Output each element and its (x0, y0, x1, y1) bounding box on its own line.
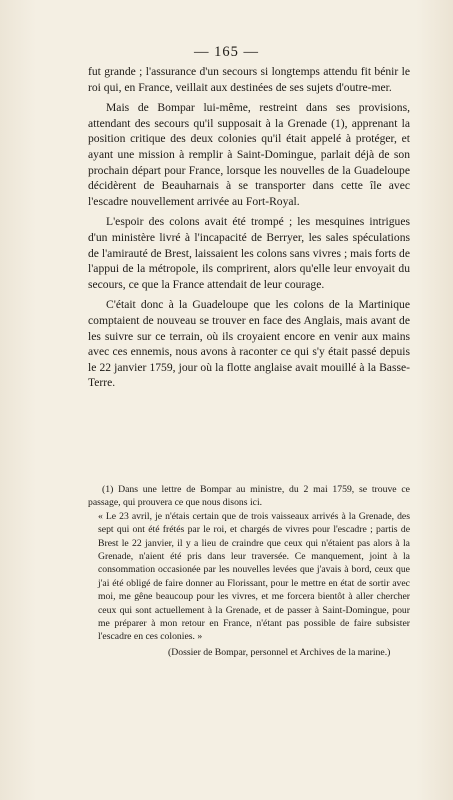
paragraph: C'était donc à la Guadeloupe que les colons de la Martinique comptaient de nouveau se trouver en face des Anglais, mais avant de les suivre sur ce terrain, où ils croyaient encore en venir aux mains avec ces ennemis, nous avons à raconter ce qui s'y était passé depuis le 22 janvier 1759, jour où la flotte anglaise avait mouillé à la Basse-Terre. (88, 298, 410, 390)
footnote-intro: (1) Dans une lettre de Bompar au ministre, du 2 mai 1759, se trouve ce passage, qui prouvera ce que nous disons ici. (88, 484, 410, 509)
page-number: — 165 — (194, 44, 259, 60)
footnote (88, 483, 410, 659)
paragraph: L'espoir des colons avait été trompé ; les mesquines intrigues d'un ministère livré à l'incapacité de Berryer, les sales spéculations de l'amirauté de Brest, laissaient les colons sans vivres ; mais forts de l'appui de la métropole, ils comprirent, alors qu'elle leur envoyait du secours, ce que la France attendait de leur courage. (88, 215, 410, 291)
footnote-source: (Dossier de Bompar, personnel et Archives de la marine.) (168, 646, 391, 658)
footnote-quote: « Le 23 avril, je n'étais certain que de trois vaisseaux arrivés à la Grenade, des sept qui ont été frétés par le roi, et chargés de vivres pour l'escadre ; partis de Brest le 22 janvier, il y a lieu de craindre que ceux qui n'étaient pas alors à la Grenade, n'aient été pris dans leur traversée. Ce manquement, joint à la consommation occasionée par les nouvelles levées que j'avais à bord, ceux que j'ai été obligé de faire donner au Florissant, pour le mettre en état de sortir avec moi, me gêne beaucoup pour les vivres, et me forcera bientôt à aller chercher ceux qui sont actuellement à la Grenade, et de passer à Saint-Domingue, pour me préparer à mon retour en France, n'étant pas possible de faire subsister l'escadre en ces colonies. » (98, 510, 410, 643)
main-text (88, 64, 410, 391)
paragraph: Mais de Bompar lui-même, restreint dans ses provisions, attendant des secours qu'il supposait à la Grenade (1), apprenant la position critique des deux colonies qu'il était appelé à protéger, et ayant une mission à remplir à Saint-Domingue, parlait déjà de son prochain départ pour France, lorsque les nouvelles de la Guadeloupe décidèrent de Beauharnais à se transporter dans cette île avec l'escadre nouvellement arrivée au Fort-Royal. (88, 101, 410, 208)
paragraph-continued: fut grande ; l'assurance d'un secours si longtemps attendu fit bénir le roi qui, en France, veillait aux destinées de ses sujets d'outre-mer. (88, 65, 410, 94)
